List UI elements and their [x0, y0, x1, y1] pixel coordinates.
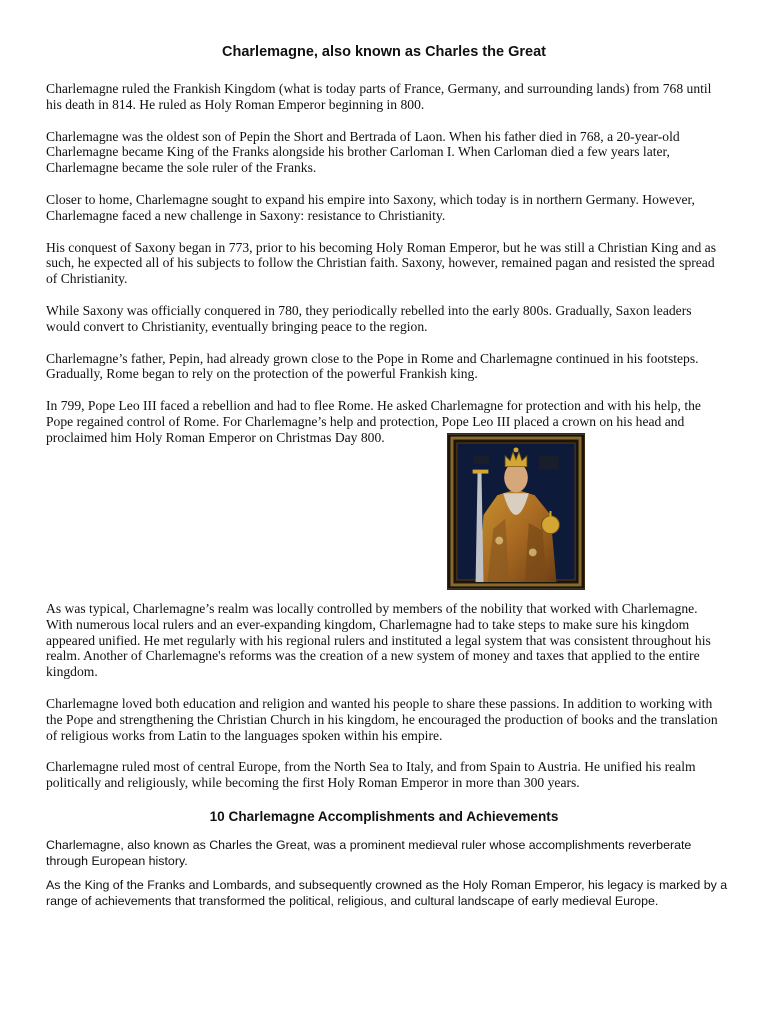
body-text-bottom: [46, 601, 726, 807]
paragraph: Closer to home, Charlemagne sought to expand his empire into Saxony, which today is in northern Germany. However, Charlemagne faced a new challenge in Saxony: resistance to Christianity.: [46, 191, 695, 223]
paragraph: As the King of the Franks and Lombards, and subsequently crowned as the Holy Roman Emperor, his legacy is marked by a range of achievements that transformed the political, religious, and cultural landscape of early medieval Europe.: [46, 878, 728, 908]
paragraph: Charlemagne loved both education and religion and wanted his people to share these passions. In addition to working with the Pope and strengthening the Christian Church in his kingdom, he encouraged the production of books and the translation of religious works from Latin to the languages spoken within his empire.: [46, 695, 718, 743]
page-title: Charlemagne, also known as Charles the Great: [222, 44, 546, 60]
body-text-top: [46, 81, 726, 462]
paragraph: Charlemagne was the oldest son of Pepin the Short and Bertrada of Laon. When his father died in 768, a 20-year-old Charlemagne became King of the Franks alongside his brother Carloman I. When Carloman died a few years later, Charlemagne became the sole ruler of the Franks.: [46, 128, 680, 176]
paragraph: As was typical, Charlemagne’s realm was locally controlled by members of the nobility that worked with Charlemagne. With numerous local rulers and an ever-expanding kingdom, Charlemagne had to take steps to make sure his kingdom appeared unified. He met regularly with his regional rulers and instituted a legal system that was consistent throughout his realm. Another of Charlemagne's reforms was the creation of a new system of money and taxes that applied to the entire kingdom.: [46, 601, 711, 680]
paragraph: Charlemagne ruled most of central Europe, from the North Sea to Italy, and from Spain to Austria. He unified his realm politically and religiously, while becoming the first Holy Roman Emperor in more than 300 years.: [46, 759, 696, 791]
section-title: 10 Charlemagne Accomplishments and Achievements: [209, 809, 559, 824]
section-body: [46, 837, 736, 917]
charlemagne-portrait: [447, 433, 585, 590]
paragraph: Charlemagne’s father, Pepin, had already grown close to the Pope in Rome and Charlemagne continued in his footsteps. Gradually, Rome began to rely on the protection of the powerful Frankish king.: [46, 350, 699, 382]
paragraph: While Saxony was officially conquered in 780, they periodically rebelled into the early 800s. Gradually, Saxon leaders would convert to Christianity, eventually bringing peace to the region.: [46, 302, 692, 334]
paragraph: His conquest of Saxony began in 773, prior to his becoming Holy Roman Emperor, but he was still a Christian King and as such, he expected all of his subjects to follow the Christian faith. Saxony, however, remained pagan and resisted the spread of Christianity.: [46, 239, 716, 287]
paragraph: In 799, Pope Leo III faced a rebellion and had to flee Rome. He asked Charlemagne for protection and with his help, the Pope regained control of Rome. For Charlemagne’s help and protection, Pope Leo III placed a crown on his head and proclaimed him Holy Roman Emperor on Christmas Day 800.: [46, 398, 701, 445]
paragraph: Charlemagne, also known as Charles the Great, was a prominent medieval ruler whose accomplishments reverberate through European history.: [46, 838, 692, 868]
paragraph: Charlemagne ruled the Frankish Kingdom (what is today parts of France, Germany, and surrounding lands) from 768 until his death in 814. He ruled as Holy Roman Emperor beginning in 800.: [46, 81, 712, 112]
